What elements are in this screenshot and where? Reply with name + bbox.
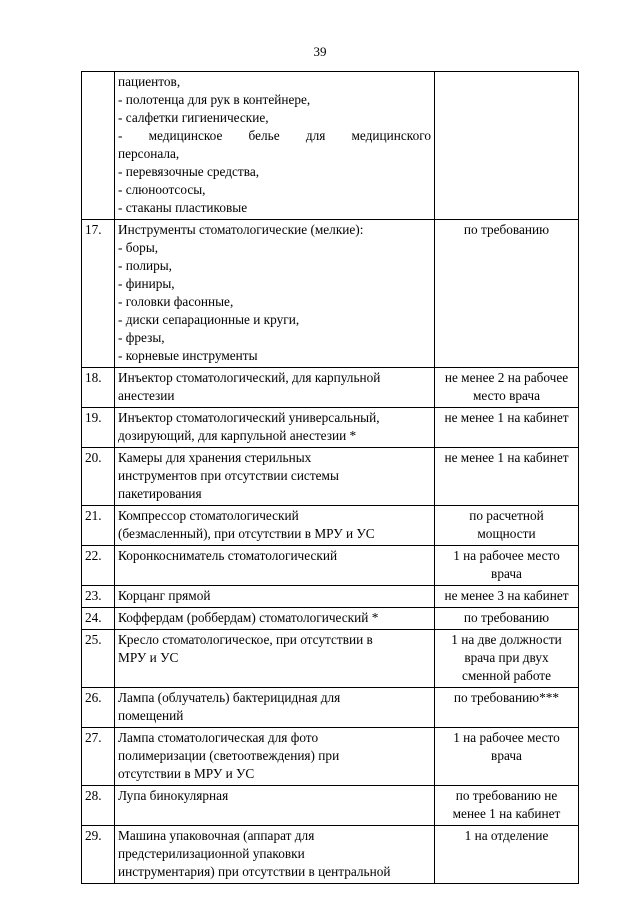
quantity-line: сменной работе — [461, 668, 552, 683]
item-name-cell — [115, 220, 435, 368]
row-number: 21. — [82, 506, 115, 546]
quantity-cell — [435, 688, 579, 728]
table-row — [82, 220, 579, 368]
item-name-line: инструментария) при отсутствии в центральной — [118, 864, 391, 879]
quantity-cell — [435, 728, 579, 786]
item-name-line: предстерилизационной упаковки — [118, 846, 305, 861]
item-name-cell — [115, 408, 435, 448]
item-name-line: инструментов при отсутствии системы — [118, 468, 339, 483]
item-name-line: - медицинское белье для медицинского — [118, 128, 431, 143]
page-number: 39 — [313, 44, 327, 59]
row-number: 29. — [82, 826, 115, 884]
table-row — [82, 688, 579, 728]
quantity-cell — [435, 586, 579, 608]
row-number: 18. — [82, 368, 115, 408]
item-name-line: Лампа (облучатель) бактерицидная для — [118, 690, 341, 705]
item-name-line: Инъектор стоматологический универсальный, — [118, 410, 380, 425]
quantity-line: не менее 1 на кабинет — [444, 410, 569, 425]
item-name-line: Машина упаковочная (аппарат для — [118, 828, 315, 843]
quantity-line: 1 на рабочее место — [453, 730, 560, 745]
item-name-cell — [115, 630, 435, 688]
table-row — [82, 728, 579, 786]
item-name-line: - стаканы пластиковые — [118, 200, 248, 215]
item-name-line: (безмасленный), при отсутствии в МРУ и УС — [118, 526, 375, 541]
quantity-line: не менее 1 на кабинет — [444, 450, 569, 465]
quantity-cell — [435, 220, 579, 368]
item-name-line: полимеризации (светоотвеждения) при — [118, 748, 340, 763]
item-name-line: Кресло стоматологическое, при отсутствии в — [118, 632, 373, 647]
item-name-line: - салфетки гигиенические, — [118, 110, 269, 125]
table-row — [82, 608, 579, 630]
row-number: 20. — [82, 448, 115, 506]
item-name-line: - полотенца для рук в контейнере, — [118, 92, 311, 107]
table-row — [82, 630, 579, 688]
item-name-cell — [115, 688, 435, 728]
table-row — [82, 368, 579, 408]
item-name-line: Коффердам (роббердам) стоматологический * — [118, 610, 379, 625]
row-number: 19. — [82, 408, 115, 448]
equipment-table — [81, 71, 579, 884]
row-number: 23. — [82, 586, 115, 608]
quantity-line: врача при двух — [464, 650, 549, 665]
table-row — [82, 506, 579, 546]
equipment-table-body — [82, 72, 579, 884]
item-name-line: помещений — [118, 708, 184, 723]
quantity-line: по требованию — [463, 610, 550, 625]
item-name-cell — [115, 448, 435, 506]
item-name-line: Коронкосниматель стоматологический — [118, 548, 338, 563]
item-name-line: - перевязочные средства, — [118, 164, 260, 179]
item-name-line: Инъектор стоматологический, для карпульной — [118, 370, 381, 385]
quantity-line: по требованию не — [455, 788, 558, 803]
item-name-cell — [115, 608, 435, 630]
quantity-line: не менее 3 на кабинет — [444, 588, 569, 603]
table-row — [82, 826, 579, 884]
item-name-line: - фрезы, — [118, 330, 165, 345]
table-row — [82, 546, 579, 586]
item-name-cell — [115, 368, 435, 408]
quantity-cell — [435, 506, 579, 546]
item-name-line: анестезии — [118, 388, 175, 403]
item-name-line: Компрессор стоматологический — [118, 508, 299, 523]
quantity-cell — [435, 448, 579, 506]
item-name-line: Камеры для хранения стерильных — [118, 450, 312, 465]
row-number: 24. — [82, 608, 115, 630]
row-number: 26. — [82, 688, 115, 728]
item-name-line: - диски сепарационные и круги, — [118, 312, 300, 327]
quantity-cell — [435, 608, 579, 630]
table-row — [82, 72, 579, 220]
quantity-line: по требованию — [463, 222, 550, 237]
item-name-cell — [115, 826, 435, 884]
item-name-line: пациентов, — [118, 74, 181, 89]
quantity-line: 1 на отделение — [464, 828, 549, 843]
item-name-line: Лампа стоматологическая для фото — [118, 730, 319, 745]
item-name-line: МРУ и УС — [118, 650, 179, 665]
quantity-line: врача — [491, 748, 522, 763]
item-name-cell — [115, 586, 435, 608]
quantity-cell — [435, 72, 579, 220]
quantity-cell — [435, 630, 579, 688]
item-name-cell — [115, 546, 435, 586]
row-number: 27. — [82, 728, 115, 786]
item-name-line: отсутствии в МРУ и УС — [118, 766, 255, 781]
item-name-line: - полиры, — [118, 258, 172, 273]
row-number: 28. — [82, 786, 115, 826]
item-name-cell — [115, 72, 435, 220]
item-name-line: - головки фасонные, — [118, 294, 234, 309]
row-number: 22. — [82, 546, 115, 586]
item-name-line: дозирующий, для карпульной анестезии * — [118, 428, 357, 443]
item-name-cell — [115, 506, 435, 546]
quantity-line: 1 на две должности — [451, 632, 562, 647]
item-name-line: Инструменты стоматологические (мелкие): — [118, 222, 364, 237]
row-number — [82, 72, 115, 220]
quantity-cell — [435, 826, 579, 884]
item-name-line: - слюноотсосы, — [118, 182, 206, 197]
quantity-line: 1 на рабочее место — [453, 548, 560, 563]
quantity-line: врача — [491, 566, 522, 581]
item-name-line: Лупа бинокулярная — [118, 788, 229, 803]
item-name-cell — [115, 786, 435, 826]
quantity-line: менее 1 на кабинет — [452, 806, 561, 821]
table-row — [82, 786, 579, 826]
item-name-line: Корцанг прямой — [118, 588, 211, 603]
table-row — [82, 448, 579, 506]
item-name-cell — [115, 728, 435, 786]
quantity-line: место врача — [472, 388, 541, 403]
item-name-line: персонала, — [118, 146, 180, 161]
quantity-cell — [435, 786, 579, 826]
quantity-line: по требованию*** — [453, 690, 560, 705]
item-name-line: пакетирования — [118, 486, 202, 501]
item-name-line: - корневые инструменты — [118, 348, 258, 363]
quantity-cell — [435, 546, 579, 586]
quantity-line: мощности — [477, 526, 536, 541]
row-number: 25. — [82, 630, 115, 688]
table-row — [82, 586, 579, 608]
item-name-line: - боры, — [118, 240, 159, 255]
table-row — [82, 408, 579, 448]
item-name-line: - финиры, — [118, 276, 175, 291]
quantity-cell — [435, 368, 579, 408]
quantity-cell — [435, 408, 579, 448]
quantity-line: по расчетной — [469, 508, 544, 523]
quantity-line: не менее 2 на рабочее — [444, 370, 569, 385]
row-number: 17. — [82, 220, 115, 368]
